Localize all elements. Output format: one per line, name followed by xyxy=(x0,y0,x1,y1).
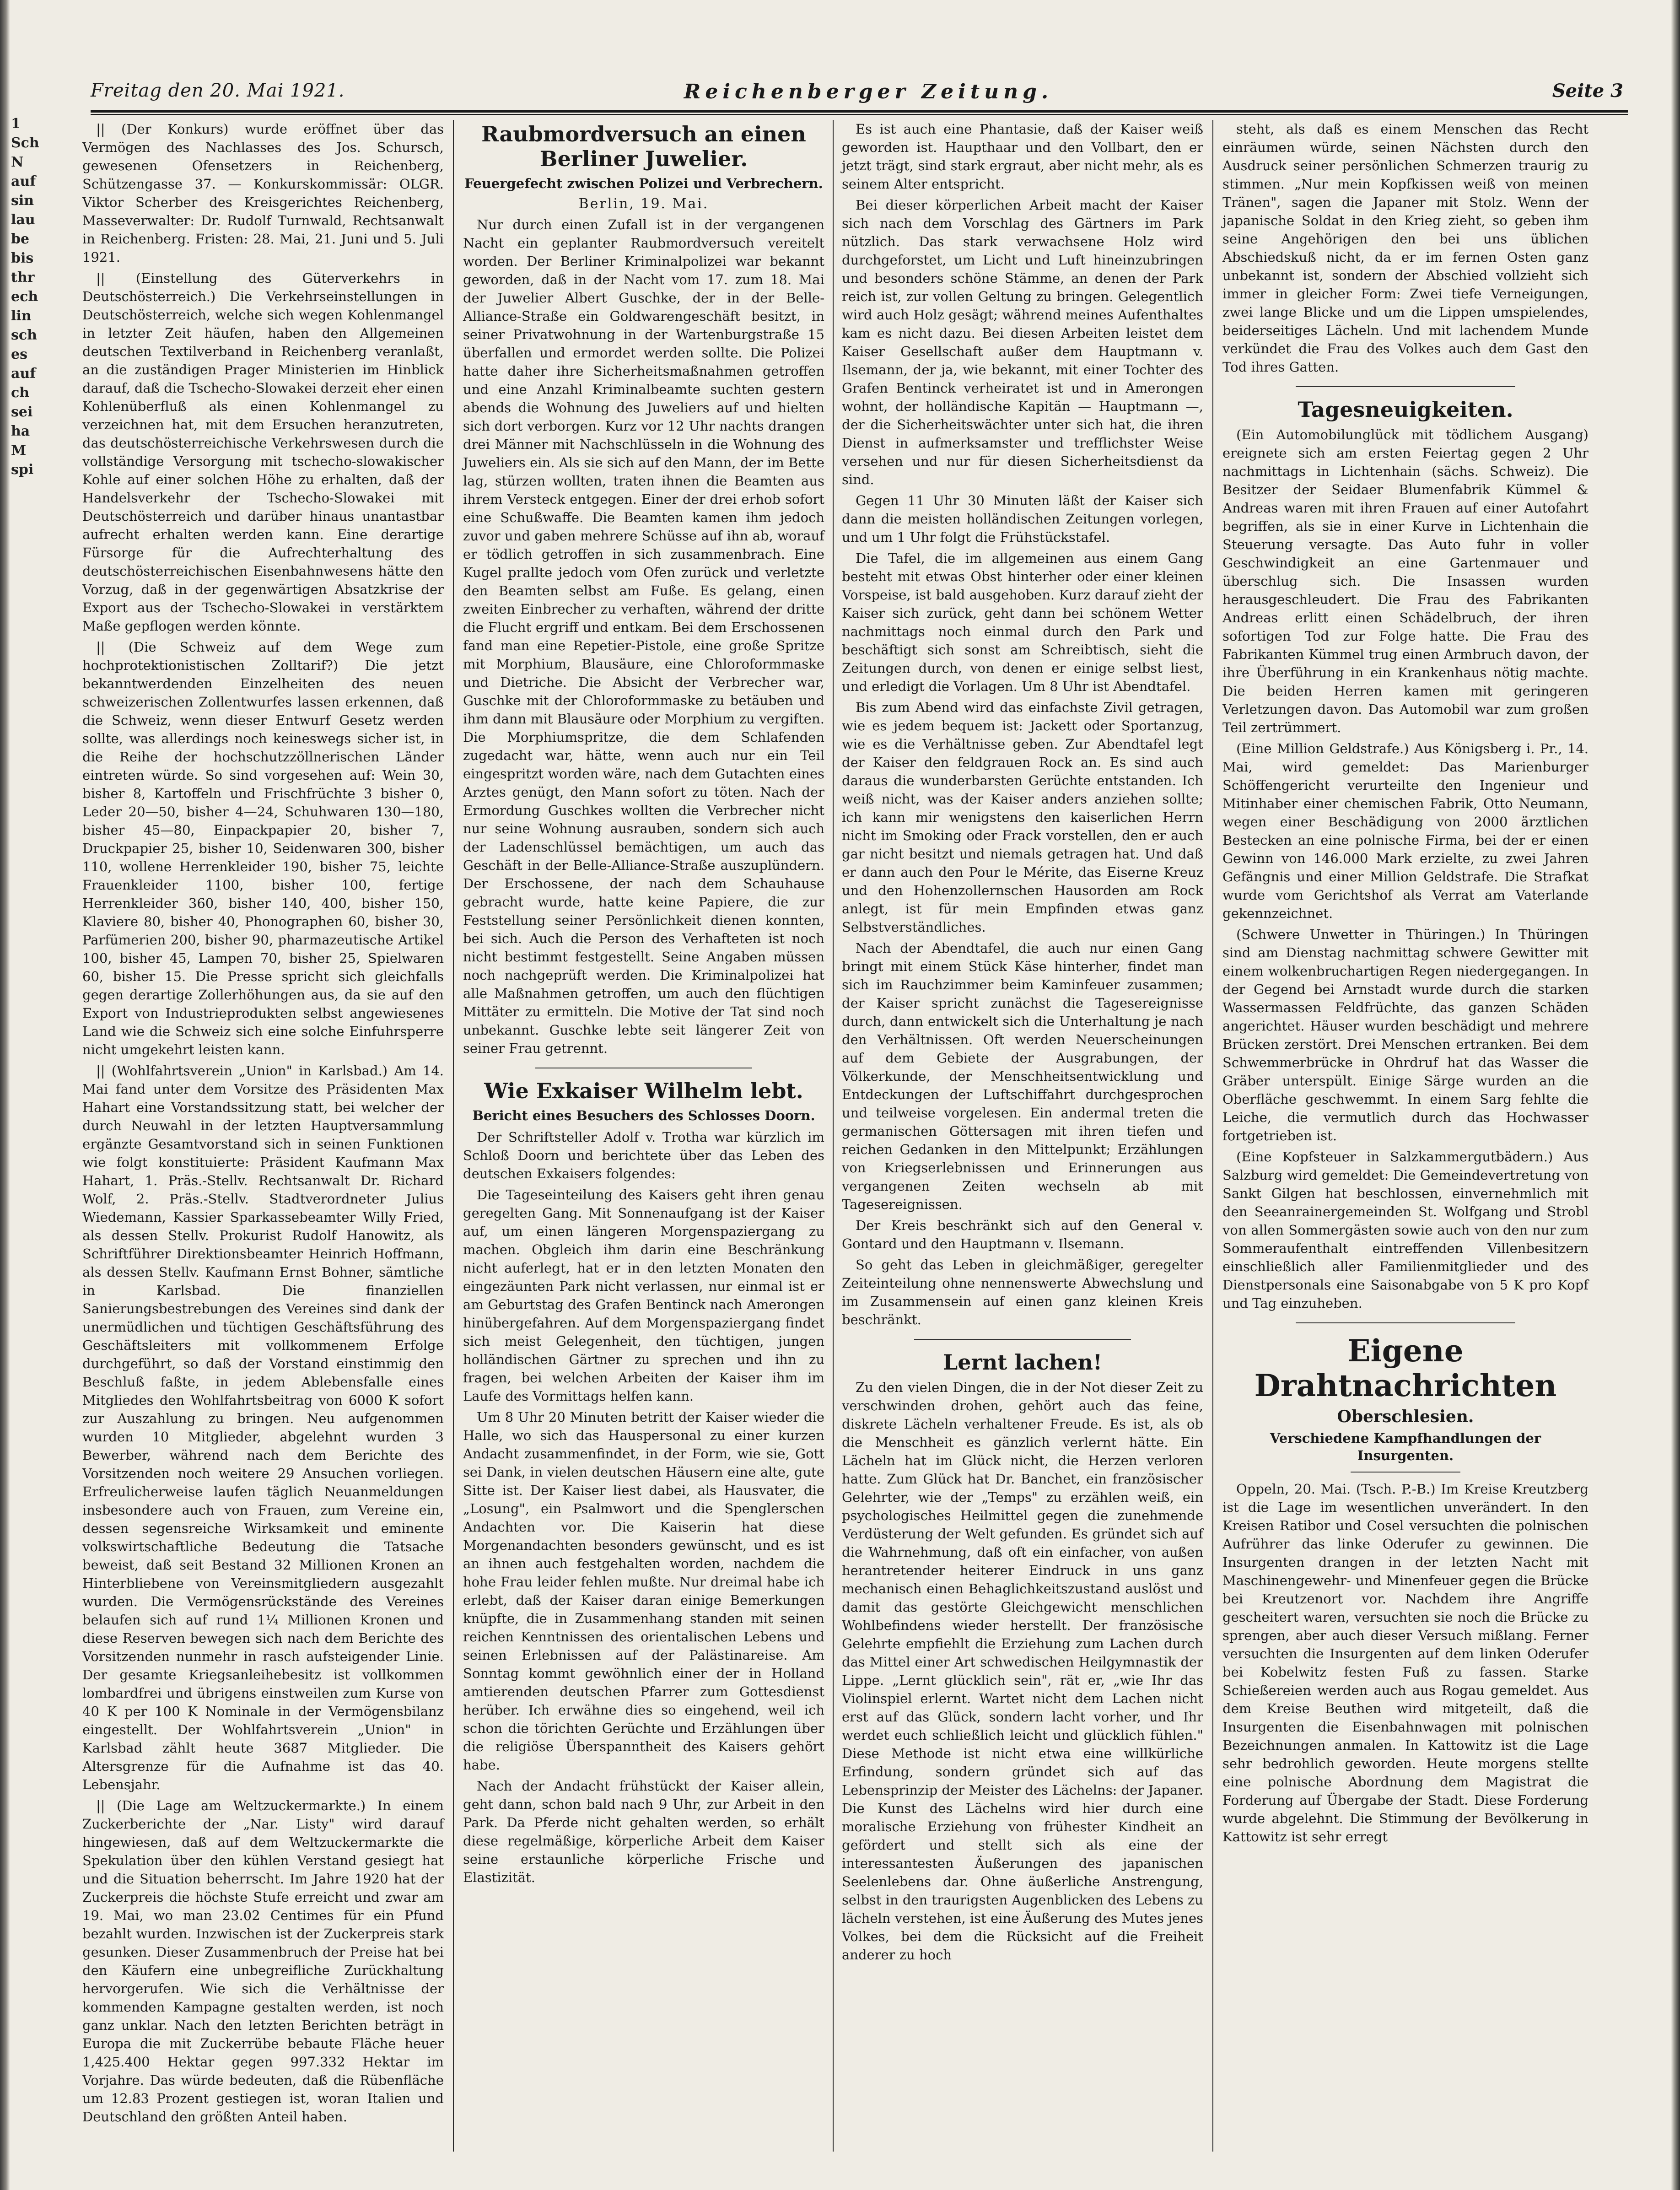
edge-fragment: auf xyxy=(11,173,36,189)
newspaper-title: Reichenberger Zeitung. xyxy=(684,80,1053,103)
article-paragraph: Nach der Andacht frühstückt der Kaiser allein, geht dann, schon bald nach 9 Uhr, zur Arbeit in den Park. Da Pferde nicht gehalten werden, so erhält diese regelmäßige, körperliche Arbeit dem Kaiser seine erstaunliche körperliche Frische und Elastizität. xyxy=(463,1778,824,1885)
header-date: Freitag den 20. Mai 1921. xyxy=(91,80,345,101)
news-item-weltzuckermarkt: || (Die Lage am Weltzuckermarkte.) In einem Zuckerberichte der „Nar. Listy" wird darauf hingewiesen, daß auf dem Weltzuckermarkte die Spekulation über den kühlen Verstand gesiegt hat und die Situation beherrscht. Im Jahre 1920 hat der Zuckerpreis die höchste Stufe erreicht und zwar am 19. Mai, wo man 23.02 Centimes für ein Pfund bezahlt wurden. Inzwischen ist der Zuckerpreis stark gesunken. Dieser Zusammenbruch der Preise hat bei den Käufern eine unbegreifliche Zurückhaltung hervorgerufen. Wie sich die Verhältnisse der kommenden Kampagne gestalten werden, ist noch ganz unklar. Nach den letzten Berichten beträgt in Europa die mit Zuckerrübe bebaute Fläche heuer 1,425.400 Hektar gegen 997.332 Hektar im Vorjahre. Das würde bedeuten, daß die Rübenfläche um 12.83 Prozent gestiegen ist, woran Italien und Deutschland den größten Anteil haben. xyxy=(82,1798,444,2125)
edge-fragment: thr xyxy=(11,270,35,286)
news-item-kopfsteuer: (Eine Kopfsteuer in Salzkammergutbädern.) Aus Salzburg wird gemeldet: Die Gemeindevertretung von Sankt Gilgen hat beschlossen, einvernehmlich mit den Seeanrainergemeinden St. Wolfgang und Strobl von allen Sommergästen sowie auch von den nur zum Sommeraufenthalt eintreffenden Villenbesitzern einschließlich aller Familienmitglieder und des Dienstpersonals eine Saisonabgabe von 5 K pro Kopf und Tag einzuheben. xyxy=(1222,1149,1588,1311)
article-paragraph: Bis zum Abend wird das einfachste Zivil getragen, wie es jedem bequem ist: Jackett oder Sportanzug, wie es die Verhältnisse geben. Zur Abendtafel legt der Kaiser den feldgrauen Rock an. Es sind auch daraus die wunderbarsten Gerüchte entstanden. Ich weiß nicht, was der Kaiser anders anziehen sollte; ich kann mir wenigstens den kaiserlichen Herrn nicht im Smoking oder Frack vorstellen, den er auch gar nicht besitzt und niemals getragen hat. Und daß er dann auch den Pour le Mérite, das Eiserne Kreuz und den Hohenzollernschen Hausorden am Rock anlegt, ist für mein Empfinden etwas ganz Selbstverständliches. xyxy=(842,700,1203,935)
article-headline: Wie Exkaiser Wilhelm lebt. xyxy=(484,1079,803,1103)
page-edge-right xyxy=(1671,0,1680,2190)
section-separator xyxy=(914,1339,1131,1340)
article-subheadline: Verschiedene Kampfhandlungen der Insurgenten. xyxy=(1270,1430,1541,1463)
article-paragraph: Nach der Abendtafel, die auch nur einen Gang bringt mit einem Stück Käse hinterher, findet man sich im Rauchzimmer beim Kaminfeuer zusammen; der Kaiser spricht zunächst die Tagesereignisse durch, dann entwickelt sich die Unterhaltung je nach den Verhältnissen. Oft werden Neuerscheinungen auf dem Gebiete der Ausgrabungen, der Völkerkunde, der Menschheitsentwicklung und Entdeckungen der Luftschiffahrt durchgesprochen und teilweise vorgelesen. Ein andermal treten die germanischen Göttersagen mit ihren tiefen und reichen Gedanken in den Mittelpunkt; Erzählungen von Kriegserlebnissen und Erinnerungen aus vergangenen Zeiten wechseln ab mit Tagesereignissen. xyxy=(842,940,1203,1212)
edge-fragment: 1 xyxy=(11,116,21,132)
column-3 xyxy=(842,120,1203,2152)
news-item-geldstrafe: (Eine Million Geldstrafe.) Aus Königsberg i. Pr., 14. Mai, wird gemeldet: Das Marienburger Schöffengericht verurteilte den Ingenieur und Mitinhaber einer chemischen Fabrik, Otto Neumann, wegen einer Beschädigung von 2000 ärztlichen Bestecken an eine polnische Firma, bei der er einen Gewinn von 146.000 Mark erzielte, zu zwei Jahren Gefängnis und einer Million Geldstrafe. Die Strafkat wurde vom Gerichtshof als Verrat am Vaterlande gekennzeichnet. xyxy=(1222,741,1588,921)
edge-fragment: sin xyxy=(11,193,34,209)
article-paragraph: Die Tafel, die im allgemeinen aus einem Gang besteht mit etwas Obst hinterher oder einer kleinen Vorspeise, ist bald ausgehoben. Kurz darauf zieht der Kaiser sich zurück, geht dann bei schönem Wetter nachmittags noch einmal durch den Park und beschäftigt sich sonst am Schreibtisch, sieht die Zeitungen durch, von denen er einige selbst liest, und erledigt die Vorlagen. Um 8 Uhr ist Abendtafel. xyxy=(842,550,1203,694)
edge-fragment: ech xyxy=(11,289,38,305)
clipped-neighbour-column xyxy=(11,114,39,2128)
article-subheadline: Bericht eines Besuchers des Schlosses Doorn. xyxy=(472,1108,815,1123)
column-rule xyxy=(453,120,454,2152)
column-rule xyxy=(833,120,834,2152)
section-separator xyxy=(1296,386,1515,387)
article-paragraph: steht, als daß es einem Menschen das Recht einräumen würde, seinen Nächsten durch den Ausdruck seiner persönlichen Schmerzen traurig zu stimmen. „Nur mein Kopfkissen weiß von meinen Tränen", sagen die Japaner mit Stolz. Wenn der japanische Soldat in den Krieg zieht, so geben ihm seine Angehörigen den bei uns üblichen Abschiedskuß nicht, da er im fernen Osten ganz unbekannt ist, sondern der Abschied vollzieht sich immer in gleicher Form: Zwei tiefe Verneigungen, zwei lange Blicke und um die Lippen umspielendes, beiderseitiges Lächeln. Und mit lachendem Munde verkündet die Frau des Volkes auch dem Gast den Tod ihres Gatten. xyxy=(1222,121,1588,375)
article-headline: Lernt lachen! xyxy=(942,1350,1103,1375)
edge-fragment: be xyxy=(11,231,30,247)
edge-fragment: spi xyxy=(11,462,34,478)
section-separator xyxy=(1296,1322,1515,1323)
article-paragraph: Nur durch einen Zufall ist in der vergangenen Nacht ein geplanter Raubmordversuch vereitelt worden. Der Berliner Kriminalpolizei war bekannt geworden, daß in der Nacht vom 17. zum 18. Mai der Juwelier Albert Guschke, der in der Belle-Alliance-Straße ein Goldwarengeschäft besitzt, in seiner Privatwohnung in der Wartenburgstraße 15 überfallen und ermordet werden sollte. Die Polizei hatte daher ihre Sicherheitsmaßnahmen getroffen und eine Anzahl Kriminalbeamte suchten gestern abends die Wohnung des Juweliers auf und hielten sich dort verborgen. Kurz vor 12 Uhr nachts drangen drei Männer mit Nachschlüsseln in die Wohnung des Juweliers ein. Als sie sich auf den Mann, der im Bette lag, stürzen wollten, traten ihnen die Beamten aus ihrem Versteck entgegen. Einer der drei erhob sofort eine Schußwaffe. Die Beamten kamen ihm jedoch zuvor und gaben mehrere Schüsse auf ihn ab, worauf er tödlich getroffen in sich zusammenbrach. Eine Kugel prallte jedoch vom Ofen zurück und verletzte den Beamten selbst am Fuße. Es gelang, einen zweiten Einbrecher zu verhaften, während der dritte die Flucht ergriff und entkam. Bei dem Erschossenen fand man eine Repetier-Pistole, eine große Spritze mit Morphium, Blausäure, eine Chloroformmaske und Dietriche. Die Absicht der Verbrecher war, Guschke mit der Chloroformmaske zu betäuben und ihm dann mit Blausäure oder Morphium zu vergiften. Die Morphiumspritze, die dem Schlafenden zugedacht war, hätte, wenn auch nur ein Teil eingespritzt worden wäre, nach dem Gutachten eines Arztes genügt, den Mann sofort zu töten. Nach der Ermordung Guschkes wollten die Verbrecher nicht nur seine Wohnung ausrauben, sondern sich auch der Ladenschlüssel bemächtigen, um auch das Geschäft in der Belle-Alliance-Straße auszuplündern. Der Erschossene, der nach dem Schauhause gebracht wurde, hatte keine Papiere, die zur Feststellung seiner Persönlichkeit dienen konnten, bei sich. Auch die Person des Verhafteten ist noch nicht bestimmt festgestellt. Seine Angaben müssen noch nachgeprüft werden. Die Kriminalpolizei hat alle Maßnahmen getroffen, um auch den flüchtigen Mittäter zu ermitteln. Die Motive der Tat sind noch unbekannt. Guschke lebte seit längerer Zeit von seiner Frau getrennt. xyxy=(463,217,824,1056)
article-paragraph: Zu den vielen Dingen, die in der Not dieser Zeit zu verschwinden drohen, gehört auch das feine, diskrete Lächeln verhaltener Freude. Es ist, als ob die Menschheit es gänzlich verlernt hätte. Ein Lächeln hat im Glück nicht, die Herzen verloren hatte. Zum Glück hat Dr. Banchet, ein französischer Gelehrter, wie der „Temps" zu erzählen weiß, ein psychologisches Heilmittel gegen die zunehmende Verdüsterung der Welt gefunden. Es gründet sich auf die Wahrnehmung, daß oft ein einfacher, von außen herantretender heiterer Eindruck in uns ganz mechanisch einen Behaglichkeitszustand auslöst und damit das gestörte Gleichgewicht menschlichen Wohlbefindens wieder herstellt. Der französische Gelehrte empfiehlt die Erziehung zum Lachen durch das Mittel einer Art schwedischen Heilgymnastik der Lippe. „Lernt glücklich sein", rät er, „wie Ihr das Violinspiel erlernt. Wartet nicht dem Lachen nicht erst auf das Glück, sondern lacht vorher, und Ihr werdet euch schließlich leicht und glücklich fühlen." Diese Methode ist nicht etwa eine willkürliche Erfindung, sondern gründet sich auf das Lebensprinzip der Meister des Lächelns: der Japaner. Die Kunst des Lächelns wird hier durch eine moralische Erziehung von frühester Kindheit an gefördert und stellt sich als eine der interessantesten Äußerungen des japanischen Seelenlebens dar. Ohne äußerliche Anstrengung, selbst in den traurigsten Augenblicken des Lebens zu lächeln verstehen, ist eine Äußerung des Mutes jenes Volkes, bei dem die Rücksicht auf die Freiheit anderer zu hoch xyxy=(842,1380,1203,1963)
section-headline-telegrams: Eigene Drahtnachrichten xyxy=(1254,1333,1557,1403)
article-paragraph: Der Schriftsteller Adolf v. Trotha war kürzlich im Schloß Doorn und berichtete über das Leben des deutschen Exkaisers folgendes: xyxy=(463,1129,824,1181)
edge-fragment: sei xyxy=(11,404,33,420)
article-paragraph: Die Tageseinteilung des Kaisers geht ihren genau geregelten Gang. Mit Sonnenaufgang ist der Kaiser auf, um einen längeren Morgenspaziergang zu machen. Obgleich ihm darin eine Beschränkung nicht auferlegt, hat er in den letzten Monaten den eingezäunten Park nicht verlassen, nur einmal ist er am Geburtstag des Grafen Bentinck nach Amerongen hinübergefahren. Auf dem Morgenspaziergang findet sich meist Gelegenheit, den tüchtigen, jungen holländischen Gärtner zu sprechen und ihn zu fragen, bei welchen Arbeiten der Kaiser ihm im Laufe des Vormittags helfen kann. xyxy=(463,1187,824,1404)
page-number: Seite 3 xyxy=(1552,80,1623,102)
edge-fragment: M xyxy=(11,442,27,458)
edge-fragment: lau xyxy=(11,212,35,228)
column-1 xyxy=(82,120,444,2152)
edge-fragment: ch xyxy=(11,385,30,401)
news-item-wohlfahrtsverein: || (Wohlfahrtsverein „Union" in Karlsbad.) Am 14. Mai fand unter dem Vorsitze des Präsidenten Max Hahart eine Vorstandssitzung statt, bei welcher der durch Neuwahl in der letzten Hauptversammlung ergänzte Gesamtvorstand sich in seinen Funktionen wie folgt konstituierte: Präsident Kaufmann Max Hahart, 1. Präs.-Stellv. Rechtsanwalt Dr. Richard Wolf, 2. Präs.-Stellv. Stadtverordneter Julius Wiedemann, Kassier Sparkassebeamter Willy Fried, als dessen Stellv. Prokurist Rudolf Hanowitz, als Schriftführer Direktionsbeamter Heinrich Hoffmann, als dessen Stellv. Kaufmann Ernst Bohner, sämtliche in Karlsbad. Die finanziellen Sanierungsbestrebungen des Vereines sind dank der unermüdlichen und tüchtigen Geschäftsführung des Geschäftsleiters mit vollkommenem Erfolge durchgeführt, so daß der Vorstand einstimmig den Beschluß faßte, in jedem Ablebensfalle eines Mitgliedes den Wohlfahrtsbeitrag von 6000 K sofort zur Auszahlung zu bringen. Neu aufgenommen wurden 10 Mitglieder, abgelehnt wurden 3 Bewerber, während nach dem Berichte des Vorsitzenden noch weitere 29 Ansuchen vorliegen. Erfreulicherweise laufen täglich Neuanmeldungen insbesondere auch von Frauen, zum Vereine ein, dessen segensreiche Wirksamkeit und eminente volkswirtschaftliche Bedeutung die Tatsache beweist, daß seit Bestand 32 Millionen Kronen an Hinterbliebene von Vereinsmitgliedern ausgezahlt wurden. Die Vermögensrückstände des Vereines belaufen sich auf rund 1¼ Millionen Kronen und diese Reserven bewegen sich nach dem Berichte des Vorsitzenden nunmehr in rasch aufsteigender Linie. Der gesamte Kriegsanleihebesitz ist vollkommen lombardfrei und übrigens einstweilen zum Kurse von 40 K per 100 K Nominale in der Vermögensbilanz eingestellt. Der Wohlfahrtsverein „Union" in Karlsbad zählt heute 3687 Mitglieder. Die Altersgrenze für die Aufnahme ist das 40. Lebensjahr. xyxy=(82,1063,444,1792)
news-item-schweiz-zolltarif: || (Die Schweiz auf dem Wege zum hochprotektionistischen Zolltarif?) Die jetzt bekanntwerdenden Einzelheiten des neuen schweizerischen Zollentwurfes lassen erkennen, daß die Schweiz, wenn dieser Entwurf Gesetz werden sollte, was allerdings noch keineswegs sicher ist, in die Reihe der hochschutzzöllnerischen Länder eintreten würde. So sind vorgesehen auf: Wein 30, bisher 8, Kartoffeln und Frischfrüchte 3 bisher 0, Leder 20—50, bisher 4—24, Schuhwaren 130—180, bisher 45—80, Einpackpapier 20, bisher 7, Druckpapier 25, bisher 10, Seidenwaren 300, bisher 110, wollene Herrenkleider 190, bisher 75, leichte Frauenkleider 1100, bisher 100, fertige Herrenkleider 360, bisher 140, 400, bisher 150, Klaviere 80, bisher 40, Phonographen 60, bisher 30, Parfümerien 200, bisher 90, pharmazeutische Artikel 100, bisher 45, Lampen 70, bisher 25, Spielwaren 60, bisher 15. Die Presse spricht sich gleichfalls gegen derartige Zollerhöhungen aus, da sie auf den Export von Industrieprodukten selbst angewiesenes Land wie die Schweiz sich eine solche Einfuhrsperre nicht umgekehrt leisten kann. xyxy=(82,639,444,1057)
news-item-gueterverkehr: || (Einstellung des Güterverkehrs in Deutschösterreich.) Die Verkehrseinstellungen in Deutschösterreich, welche sich wegen Kohlenmangel in letzter Zeit häufen, haben den Allgemeinen deutschen Textilverband in Reichenberg veranlaßt, an die zuständigen Prager Ministerien im Hinblick darauf, daß die Tschecho-Slowakei derzeit eher einen Kohlenüberfluß als einen Kohlenmangel zu verzeichnen hat, mit dem Ersuchen heranzutreten, das deutschösterreichische Verkehrswesen durch die vollständige Versorgung mit tschecho-slowakischer Kohle auf einer solchen Höhe zu erhalten, daß der Handelsverkehr der Tschecho-Slowakei mit Deutschösterreich und darüber hinaus unantastbar aufrecht erhalten werden kann. Eine derartige Fürsorge für die Aufrechterhaltung des deutschösterreichischen Eisenbahnwesens hätte den Vorzug, daß in der gegenwärtigen Absatzkrise der Export aus der Tschecho-Slowakei in verstärktem Maße gepflogen werden könnte. xyxy=(82,270,444,634)
article-subheadline: Feuergefecht zwischen Polizei und Verbrechern. xyxy=(464,176,823,191)
edge-fragment: N xyxy=(11,154,24,170)
page-edge-left xyxy=(0,0,10,2190)
article-headline: Oberschlesien. xyxy=(1337,1407,1474,1426)
article-headline: Raubmordversuch an einen Berliner Juwelier. xyxy=(481,122,806,171)
column-2 xyxy=(463,120,824,2152)
page-header xyxy=(91,80,1623,108)
article-paragraph: Um 8 Uhr 20 Minuten betritt der Kaiser wieder die Halle, wo sich das Hauspersonal zu einer kurzen Andacht zusammenfindet, in der Form, wie sie, Gott sei Dank, in vielen deutschen Häusern eine alte, gute Sitte ist. Der Kaiser liest dabei, als Hausvater, die „Losung", ein Psalmwort und die Spenglerschen Andachten vor. Die Kaiserin hat diese Morgenandachten besonders gewünscht, und es ist an ihnen auch festgehalten worden, nachdem die hohe Frau leider fehlen mußte. Nur dreimal habe ich erlebt, daß der Kaiser daran einige Bemerkungen knüpfte, die in Zusammenhang standen mit seinen reichen Kenntnissen des orientalischen Lebens und seinen Erlebnissen auf der Palästinareise. Am Sonntag kommt gewöhnlich einer der in Holland amtierenden deutschen Pfarrer zum Gottesdienst herüber. Ich erwähne dies so eingehend, weil ich schon die törichten Gerüchte und Erzählungen über die religiöse Überspanntheit des Kaisers gehört habe. xyxy=(463,1409,824,1773)
edge-fragment: lin xyxy=(11,308,32,324)
dateline: Berlin, 19. Mai. xyxy=(578,196,709,212)
article-paragraph: Gegen 11 Uhr 30 Minuten läßt der Kaiser sich dann die meisten holländischen Zeitungen vorlegen, und um 1 Uhr folgt die Frühstückstafel. xyxy=(842,493,1203,545)
article-paragraph: So geht das Leben in gleichmäßiger, geregelter Zeiteinteilung ohne nennenswerte Abwechslung und im Zusammensein auf einen ganz kleinen Kreis beschränkt. xyxy=(842,1257,1203,1327)
edge-fragment: ha xyxy=(11,423,30,439)
news-item-unwetter: (Schwere Unwetter in Thüringen.) In Thüringen sind am Dienstag nachmittag schwere Gewitter mit einem wolkenbruchartigen Regen niedergegangen. In der Gegend bei Arnstadt wurde durch die starken Wassermassen Feldfrüchte, das ganzen Schäden angerichtet. Häuser wurden beschädigt und mehrere Brücken zerstört. Drei Menschen ertranken. Bei dem Schwemmerbrücke in Ohrdruf hat das Wasser die Gräber unterspült. Einige Särge wurden an die Oberfläche geschwemmt. In einem Sarg fehlte die Leiche, die vermutlich durch das Hochwasser fortgetrieben ist. xyxy=(1222,927,1588,1144)
article-paragraph: Der Kreis beschränkt sich auf den General v. Gontard und den Hauptmann v. Ilsemann. xyxy=(842,1218,1203,1251)
edge-fragment: es xyxy=(11,346,27,362)
edge-fragment: sch xyxy=(11,327,37,343)
section-separator xyxy=(1351,1472,1460,1473)
header-rule-thin xyxy=(91,114,1628,115)
edge-fragment: auf xyxy=(11,366,36,382)
section-headline: Tagesneuigkeiten. xyxy=(1298,397,1513,422)
edge-fragment: bis xyxy=(11,250,34,266)
edge-fragment: Sch xyxy=(11,135,39,151)
header-rule xyxy=(91,110,1628,113)
article-paragraph: Es ist auch eine Phantasie, daß der Kaiser weiß geworden ist. Haupthaar und den Vollbart, den er jetzt trägt, sind stark ergraut, aber nicht mehr, als es seinem Alter entspricht. xyxy=(842,121,1203,192)
news-item-automobilunglueck: (Ein Automobilunglück mit tödlichem Ausgang) ereignete sich am ersten Feiertag gegen 2 Uhr nachmittags in Lichtenhain (sächs. Schweiz). Die Besitzer der Seidaer Blumenfabrik Kümmel & Andreas waren mit ihren Frauen auf einer Autofahrt begriffen, als sie in einer Kurve in Lichtenhain die Steuerung versagte. Das Auto fuhr in voller Geschwindigkeit an eine Gartenmauer und überschlug sich. Die Insassen wurden herausgeschleudert. Die Frau des Fabrikanten Andreas erlitt einen Schädelbruch, der ihren sofortigen Tod zur Folge hatte. Die Frau des Fabrikanten Kümmel trug einen Armbruch davon, der ihre Überführung in ein Krankenhaus nötig machte. Die beiden Herren kamen mit geringeren Verletzungen davon. Das Automobil war zum großen Teil zertrümmert. xyxy=(1222,427,1588,735)
news-item-konkurs: || (Der Konkurs) wurde eröffnet über das Vermögen des Nachlasses des Jos. Schursch, gewesenen Ofensetzers in Reichenberg, Schützengasse 37. — Konkurskommissär: OLGR. Viktor Scherber des Kreisgerichtes Reichenberg, Masseverwalter: Dr. Rudolf Turnwald, Rechtsanwalt in Reichenberg. Fristen: 28. Mai, 21. Juni und 5. Juli 1921. xyxy=(82,121,444,265)
article-paragraph: Oppeln, 20. Mai. (Tsch. P.-B.) Im Kreise Kreutzberg ist die Lage im wesentlichen unverändert. In den Kreisen Ratibor und Cosel versuchten die polnischen Aufrührer das linke Oderufer zu gewinnen. Die Insurgenten drangen in der letzten Nacht mit Maschinengewehr- und Minenfeuer gegen die Brücke bei Kreutzenort vor. Nachdem ihre Angriffe gescheitert waren, versuchten sie noch die Brücke zu sprengen, aber auch dieser Versuch mißlang. Ferner versuchten die Insurgenten auf dem linken Oderufer bei Kobelwitz festen Fuß zu fassen. Starke Schießereien werden auch aus Rogau gemeldet. Aus dem Kreise Beuthen wird mitgeteilt, daß die Insurgenten die Eisenbahnwagen mit polnischen Bezeichnungen anmalen. In Kattowitz ist die Lage sehr bedrohlich geworden. Heute morgens stellte eine polnische Abordnung dem Magistrat die Forderung auf Übergabe der Stadt. Diese Forderung wurde abgelehnt. Die Stimmung der Bevölkerung in Kattowitz ist sehr erregt xyxy=(1222,1481,1588,1845)
column-rule xyxy=(1212,120,1213,2152)
column-4 xyxy=(1222,120,1588,2152)
article-paragraph: Bei dieser körperlichen Arbeit macht der Kaiser sich nach dem Vorschlag des Gärtners im Park nützlich. Das stark verwachsene Holz wird durchgeforstet, um Licht und Luft hineinzubringen und besonders schöne Stämme, an denen der Park reich ist, zur vollen Geltung zu bringen. Gelegentlich wird auch Holz gesägt; während meines Aufenthaltes kam es nicht dazu. Bei diesen Arbeiten leistet dem Kaiser Gesellschaft außer dem Hauptmann v. Ilsemann, der ja, wie bekannt, mit einer Tochter des Grafen Bentinck verheiratet ist und in Amerongen wohnt, der holländische Kapitän — Hauptmann —, der die Sicherheitswächter unter sich hat, die ihren Dienst in aufmerksamster und trefflichster Weise versehen und nur für diesen Sicherheitsdienst da sind. xyxy=(842,197,1203,487)
